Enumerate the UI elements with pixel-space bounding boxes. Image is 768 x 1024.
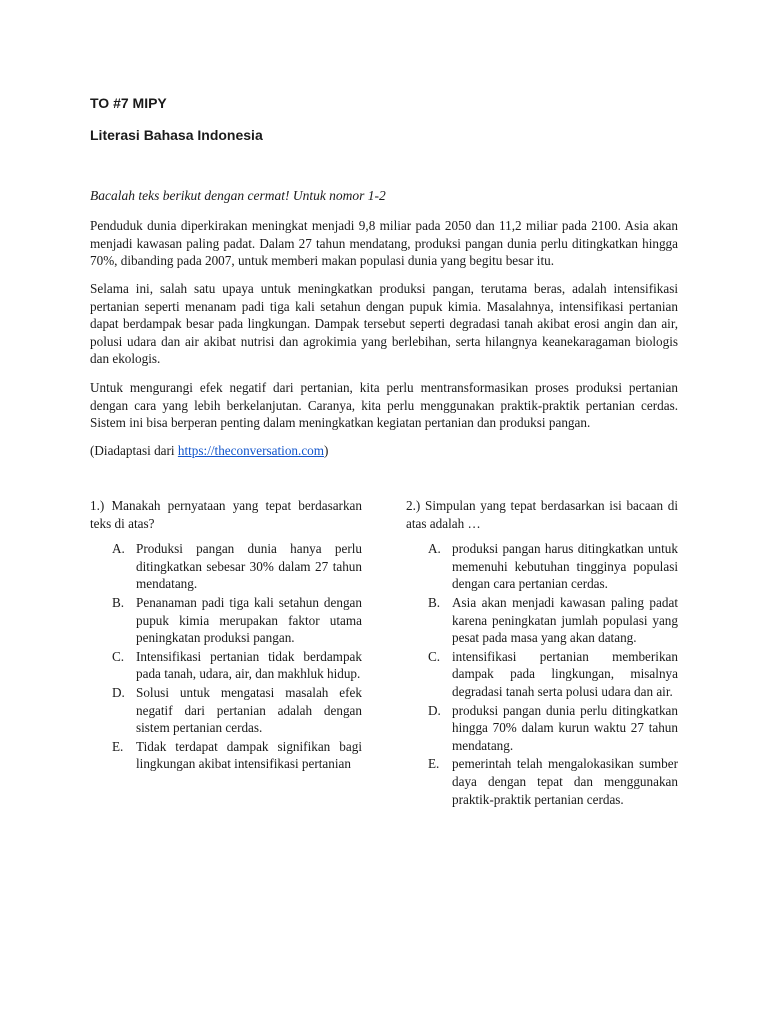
question-1-option-c[interactable] (90, 648, 362, 683)
option-letter: A. (112, 541, 125, 557)
option-letter: E. (428, 756, 440, 772)
source-suffix: ) (324, 443, 329, 458)
question-1 (90, 497, 362, 774)
option-text: intensifikasi pertanian memberikan dampak pada lingkungan, misalnya degradasi tanah serta polusi udara dan air. (452, 648, 678, 699)
reading-instruction: Bacalah teks berikut dengan cermat! Untuk nomor 1-2 (90, 188, 386, 203)
passage-paragraph-2: Selama ini, salah satu upaya untuk meningkatkan produksi pangan, terutama beras, adalah intensifikasi pertanian seperti menanam padi tiga kali setahun dengan pupuk kimia. Masalahnya, intensifikasi pertanian dapat berdampak besar pada lingkungan. Dampak tersebut seperti degradasi tanah akibat erosi angin dan air, polusi udara dan air akibat nutrisi dan agrokimia yang berlebihan, serta hilangnya keanekaragaman biologis dan ekologis. (90, 281, 678, 367)
option-text: Produksi pangan dunia hanya perlu ditingkatkan sebesar 30% dalam 27 tahun mendatang. (136, 541, 362, 592)
question-1-option-b[interactable] (90, 594, 362, 647)
option-letter: E. (112, 738, 124, 754)
question-2-option-e[interactable] (406, 755, 678, 808)
question-1-text: 1.) Manakah pernyataan yang tepat berdasarkan teks di atas? (90, 498, 362, 531)
option-letter: B. (428, 594, 441, 610)
source-link[interactable]: https://theconversation.com (177, 443, 325, 458)
document-title: TO #7 MIPY (90, 95, 167, 111)
option-text: produksi pangan harus ditingkatkan untuk memenuhi kebutuhan tingginya populasi dengan cara pertanian cerdas. (452, 541, 678, 592)
passage-paragraph-1: Penduduk dunia diperkirakan meningkat menjadi 9,8 miliar pada 2050 dan 11,2 miliar pada 2100. Asia akan menjadi kawasan paling padat. Dalam 27 tahun mendatang, produksi pangan dunia perlu ditingkatkan hingga 70%, dibanding pada 2007, untuk memberi makan populasi dunia yang begitu besar itu. (90, 218, 678, 269)
question-2-option-d[interactable] (406, 702, 678, 755)
question-1-option-d[interactable] (90, 684, 362, 737)
option-text: produksi pangan dunia perlu ditingkatkan hingga 70% dalam kurun waktu 27 tahun mendatang. (452, 702, 678, 753)
question-2-options (406, 540, 678, 808)
option-text: Asia akan menjadi kawasan paling padat karena peningkatan jumlah populasi yang pesat pada masa yang akan datang. (452, 594, 678, 646)
option-letter: D. (428, 702, 441, 718)
option-letter: A. (428, 541, 441, 557)
question-2 (406, 497, 678, 809)
question-1-option-a[interactable] (90, 540, 362, 593)
option-text: Penanaman padi tiga kali setahun dengan pupuk kimia merupakan faktor utama peningkatan produksi pangan. (136, 594, 362, 646)
source-prefix: (Diadaptasi dari (90, 443, 178, 458)
option-letter: C. (112, 648, 125, 664)
option-text: Solusi untuk mengatasi masalah efek negatif dari pertanian adalah dengan sistem pertanian cerdas. (136, 684, 362, 736)
document-subtitle: Literasi Bahasa Indonesia (90, 127, 263, 143)
question-2-text: 2.) Simpulan yang tepat berdasarkan isi bacaan di atas adalah … (406, 498, 678, 531)
option-text: Tidak terdapat dampak signifikan bagi lingkungan akibat intensifikasi pertanian (136, 738, 362, 772)
question-2-option-c[interactable] (406, 648, 678, 701)
source-citation (90, 442, 678, 460)
question-1-option-e[interactable] (90, 738, 362, 773)
option-letter: D. (112, 684, 125, 700)
passage-paragraph-3: Untuk mengurangi efek negatif dari pertanian, kita perlu mentransformasikan proses produksi pertanian dengan cara yang lebih berkelanjutan. Caranya, kita perlu menggunakan praktik-praktik pertanian cerdas. Sistem ini bisa berperan penting dalam meningkatkan kegiatan pertanian dan produksi pangan. (90, 380, 678, 431)
question-1-options (90, 540, 362, 773)
option-text: pemerintah telah mengalokasikan sumber daya dengan tepat dan menggunakan praktik-praktik pertanian cerdas. (452, 756, 678, 807)
option-letter: C. (428, 648, 441, 664)
question-2-option-b[interactable] (406, 594, 678, 647)
question-2-option-a[interactable] (406, 540, 678, 593)
option-text: Intensifikasi pertanian tidak berdampak pada tanah, udara, air, dan makhluk hidup. (136, 648, 362, 682)
option-letter: B. (112, 594, 125, 610)
